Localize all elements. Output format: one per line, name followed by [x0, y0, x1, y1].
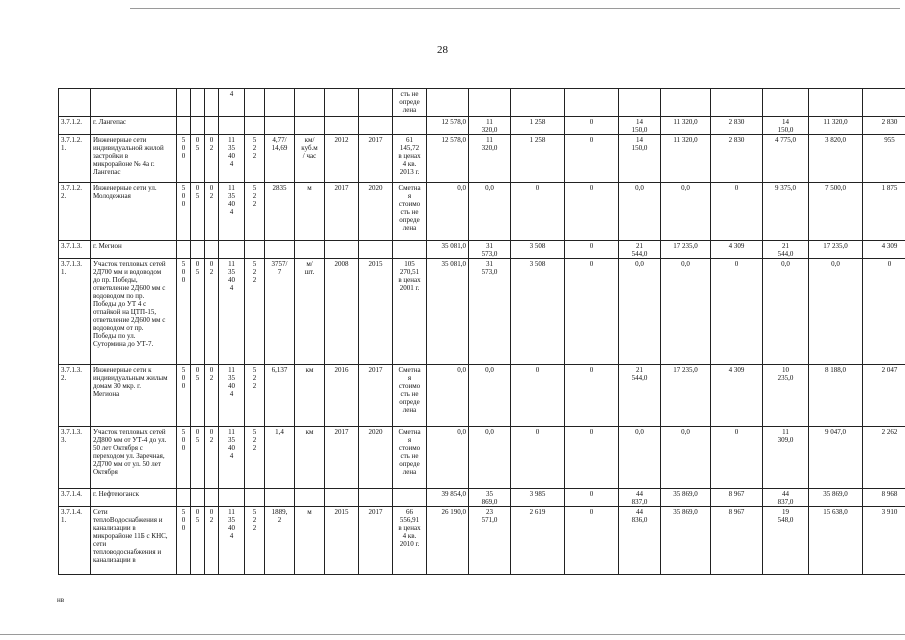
- cell-total: 12 578,0: [427, 117, 469, 135]
- cell-unit: км: [295, 427, 325, 489]
- cell-code: 4: [219, 89, 245, 117]
- cell-value: 21 544,0: [763, 241, 809, 259]
- cell-value: [863, 89, 905, 117]
- cell-value: 2 047: [863, 365, 905, 427]
- table-row: [59, 507, 905, 575]
- cell-total: 26 190,0: [427, 507, 469, 575]
- cell-value: [763, 89, 809, 117]
- cell-name: Сети теплоВодоснабжения и канализации в микрорайоне 11Б с КНС, сети тепловодоснабжения и канализации в: [91, 507, 177, 575]
- cell-year-end: 2020: [359, 427, 393, 489]
- cell-code: 0 5: [191, 259, 205, 365]
- cell-number: 3.7.1.3.: [59, 241, 91, 259]
- cell-value: 11 320,0: [661, 117, 711, 135]
- cell-code: 0 2: [205, 507, 219, 575]
- cell-value: 0: [511, 365, 565, 427]
- cell-capacity: 1,4: [265, 427, 295, 489]
- cell-unit: м/ шт.: [295, 259, 325, 365]
- cell-value: 11 320,0: [469, 135, 511, 183]
- cell-total: 35 081,0: [427, 259, 469, 365]
- cell-value: 0: [565, 489, 619, 507]
- cell-unit: [295, 489, 325, 507]
- cell-year-start: 2015: [325, 507, 359, 575]
- cell-code: 0 2: [205, 365, 219, 427]
- scan-edge-bottom: [0, 634, 905, 635]
- cell-year-end: 2017: [359, 135, 393, 183]
- cell-capacity: 4,77/ 14,69: [265, 135, 295, 183]
- cell-value: 0: [711, 183, 763, 241]
- cell-value: 35 869,0: [661, 507, 711, 575]
- cell-code: 5 0 0: [177, 183, 191, 241]
- cell-value: [711, 89, 763, 117]
- cell-cost: Сметна я стоимо сть не опреде лена: [393, 427, 427, 489]
- cell-value: 955: [863, 135, 905, 183]
- cell-total: 0,0: [427, 427, 469, 489]
- cell-code: [219, 489, 245, 507]
- cell-value: 0,0: [763, 259, 809, 365]
- cell-code: 5 0 0: [177, 135, 191, 183]
- cell-year-start: 2017: [325, 427, 359, 489]
- scan-edge-top: [130, 8, 900, 9]
- cell-cost: 66 556,91 в ценах 4 кв. 2010 г.: [393, 507, 427, 575]
- cell-value: 4 309: [711, 241, 763, 259]
- cell-number: 3.7.1.2.: [59, 117, 91, 135]
- cell-year-end: [359, 117, 393, 135]
- cell-code: [191, 489, 205, 507]
- cell-value: 19 548,0: [763, 507, 809, 575]
- cell-value: 2 830: [711, 135, 763, 183]
- cell-value: [809, 89, 863, 117]
- cell-year-end: [359, 241, 393, 259]
- cell-year-start: 2008: [325, 259, 359, 365]
- cell-value: 2 619: [511, 507, 565, 575]
- cell-capacity: 2835: [265, 183, 295, 241]
- cell-value: 0: [565, 365, 619, 427]
- cell-number: [59, 89, 91, 117]
- cell-cost: Сметна я стоимо сть не опреде лена: [393, 183, 427, 241]
- cell-value: 0,0: [661, 259, 711, 365]
- cell-value: [565, 89, 619, 117]
- cell-code: 5 0 0: [177, 365, 191, 427]
- cell-cost: 61 145,72 в ценах 4 кв. 2013 г.: [393, 135, 427, 183]
- cell-number: 3.7.1.3. 1.: [59, 259, 91, 365]
- cell-year-start: [325, 489, 359, 507]
- cell-value: [469, 89, 511, 117]
- cell-code: [245, 89, 265, 117]
- cell-value: 44 837,0: [619, 489, 661, 507]
- cell-code: 5 2 2: [245, 365, 265, 427]
- cell-value: 21 544,0: [619, 241, 661, 259]
- cell-total: 0,0: [427, 183, 469, 241]
- cell-code: 0 5: [191, 365, 205, 427]
- cell-code: [205, 241, 219, 259]
- page-number: 28: [437, 44, 448, 56]
- cell-value: 0,0: [469, 183, 511, 241]
- cell-value: 0,0: [809, 259, 863, 365]
- cell-code: [205, 117, 219, 135]
- cell-value: 4 775,0: [763, 135, 809, 183]
- cell-total: [427, 89, 469, 117]
- cell-value: 31 573,0: [469, 259, 511, 365]
- cell-unit: км/ куб.м / час: [295, 135, 325, 183]
- cell-name: г. Нефтеюганск: [91, 489, 177, 507]
- cell-code: 5 2 2: [245, 507, 265, 575]
- cell-total: 35 081,0: [427, 241, 469, 259]
- cell-capacity: 6,137: [265, 365, 295, 427]
- cell-cost: Сметна я стоимо сть не опреде лена: [393, 365, 427, 427]
- cell-code: 5 0 0: [177, 259, 191, 365]
- cell-value: 8 968: [863, 489, 905, 507]
- cell-name: г. Лангепас: [91, 117, 177, 135]
- cell-value: 9 047,0: [809, 427, 863, 489]
- cell-value: 2 830: [863, 117, 905, 135]
- cell-code: 5 2 2: [245, 135, 265, 183]
- cell-value: 35 869,0: [809, 489, 863, 507]
- cell-unit: [295, 241, 325, 259]
- cell-name: Инженерные сети индивидуальной жилой застройки в микрорайоне № 4а г. Лангепас: [91, 135, 177, 183]
- cell-code: [205, 489, 219, 507]
- cell-capacity: 3757/ 7: [265, 259, 295, 365]
- cell-code: [177, 117, 191, 135]
- cell-value: 31 573,0: [469, 241, 511, 259]
- cell-value: 44 836,0: [619, 507, 661, 575]
- cell-value: 0,0: [661, 183, 711, 241]
- cell-number: 3.7.1.3. 2.: [59, 365, 91, 427]
- cell-code: 11 35 40 4: [219, 259, 245, 365]
- cell-code: 0 2: [205, 259, 219, 365]
- cell-total: 39 854,0: [427, 489, 469, 507]
- cell-code: 0 2: [205, 183, 219, 241]
- cell-value: 35 869,0: [469, 489, 511, 507]
- cell-code: 11 35 40 4: [219, 365, 245, 427]
- cell-value: 17 235,0: [809, 241, 863, 259]
- cell-value: 17 235,0: [661, 241, 711, 259]
- cell-code: [191, 117, 205, 135]
- cell-value: 3 820,0: [809, 135, 863, 183]
- cell-number: 3.7.1.4.: [59, 489, 91, 507]
- cell-value: 9 375,0: [763, 183, 809, 241]
- cell-value: 0: [565, 135, 619, 183]
- table-row: [59, 117, 905, 135]
- cell-name: г. Мегион: [91, 241, 177, 259]
- cell-code: 0 5: [191, 427, 205, 489]
- cell-value: [619, 89, 661, 117]
- footer-mark: нв: [57, 596, 65, 604]
- cell-value: 3 985: [511, 489, 565, 507]
- cell-code: 11 35 40 4: [219, 183, 245, 241]
- cell-code: [177, 241, 191, 259]
- cell-value: 0: [511, 183, 565, 241]
- table-row: [59, 427, 905, 489]
- cell-unit: км: [295, 365, 325, 427]
- cell-capacity: [265, 89, 295, 117]
- cell-unit: м: [295, 183, 325, 241]
- table-row: [59, 135, 905, 183]
- cell-value: 11 320,0: [469, 117, 511, 135]
- cell-value: [661, 89, 711, 117]
- cell-code: [245, 241, 265, 259]
- cell-value: 0,0: [661, 427, 711, 489]
- cell-code: 11 35 40 4: [219, 427, 245, 489]
- cell-code: [219, 241, 245, 259]
- cell-year-start: 2012: [325, 135, 359, 183]
- cell-value: 0: [711, 259, 763, 365]
- cell-year-end: 2017: [359, 365, 393, 427]
- cell-cost: [393, 117, 427, 135]
- cell-code: [177, 89, 191, 117]
- cell-code: [191, 241, 205, 259]
- cell-value: 0: [863, 259, 905, 365]
- cell-total: 12 578,0: [427, 135, 469, 183]
- cell-year-start: [325, 117, 359, 135]
- cell-code: [245, 489, 265, 507]
- cell-value: 35 869,0: [661, 489, 711, 507]
- cell-year-end: 2020: [359, 183, 393, 241]
- cell-value: 21 544,0: [619, 365, 661, 427]
- cell-value: 15 638,0: [809, 507, 863, 575]
- cell-value: 3 508: [511, 241, 565, 259]
- cell-unit: [295, 117, 325, 135]
- cell-value: 0,0: [619, 427, 661, 489]
- table-row: [59, 365, 905, 427]
- cell-code: 0 2: [205, 135, 219, 183]
- cell-value: 44 837,0: [763, 489, 809, 507]
- cell-value: 17 235,0: [661, 365, 711, 427]
- cell-value: 0: [565, 183, 619, 241]
- cell-value: 0: [565, 117, 619, 135]
- cell-value: 8 967: [711, 489, 763, 507]
- cell-value: 0: [711, 427, 763, 489]
- budget-table: [58, 88, 905, 575]
- cell-code: [219, 117, 245, 135]
- cell-value: 11 320,0: [661, 135, 711, 183]
- cell-code: 0 5: [191, 135, 205, 183]
- cell-value: 0: [565, 427, 619, 489]
- cell-year-end: [359, 489, 393, 507]
- cell-value: 0,0: [619, 259, 661, 365]
- cell-unit: [295, 89, 325, 117]
- cell-code: 0 5: [191, 183, 205, 241]
- cell-value: 2 262: [863, 427, 905, 489]
- cell-code: 5 2 2: [245, 183, 265, 241]
- cell-code: 0 2: [205, 427, 219, 489]
- cell-code: [205, 89, 219, 117]
- cell-code: 11 35 40 4: [219, 507, 245, 575]
- cell-value: 4 309: [863, 241, 905, 259]
- cell-value: 8 188,0: [809, 365, 863, 427]
- table-row: [59, 89, 905, 117]
- cell-year-end: 2015: [359, 259, 393, 365]
- cell-year-end: [359, 89, 393, 117]
- cell-code: 5 2 2: [245, 427, 265, 489]
- cell-value: [511, 89, 565, 117]
- cell-code: 5 2 2: [245, 259, 265, 365]
- table-row: [59, 259, 905, 365]
- cell-value: 7 500,0: [809, 183, 863, 241]
- cell-code: 5 0 0: [177, 507, 191, 575]
- cell-year-start: [325, 89, 359, 117]
- cell-code: 0 5: [191, 507, 205, 575]
- cell-unit: м: [295, 507, 325, 575]
- cell-name: Участок тепловых сетей 2Д800 мм от УТ-4 до ул. 50 лет Октября с переходом ул. Заречная, 2Д700 мм от ул. 50 лет Октября: [91, 427, 177, 489]
- cell-value: 4 309: [711, 365, 763, 427]
- cell-number: 3.7.1.2. 1.: [59, 135, 91, 183]
- cell-value: 3 508: [511, 259, 565, 365]
- cell-code: [191, 89, 205, 117]
- cell-value: 23 571,0: [469, 507, 511, 575]
- cell-cost: [393, 489, 427, 507]
- table-row: [59, 241, 905, 259]
- cell-value: 1 875: [863, 183, 905, 241]
- cell-value: 10 235,0: [763, 365, 809, 427]
- cell-value: 14 150,0: [763, 117, 809, 135]
- cell-number: 3.7.1.2. 2.: [59, 183, 91, 241]
- cell-year-start: 2017: [325, 183, 359, 241]
- cell-value: 8 967: [711, 507, 763, 575]
- cell-value: 0: [565, 507, 619, 575]
- cell-capacity: 1889, 2: [265, 507, 295, 575]
- cell-number: 3.7.1.4. 1.: [59, 507, 91, 575]
- cell-name: Инженерные сети к индивидуальным жилым домам 30 мкр. г. Мегиона: [91, 365, 177, 427]
- cell-code: 5 0 0: [177, 427, 191, 489]
- cell-number: 3.7.1.3. 3.: [59, 427, 91, 489]
- cell-value: 3 910: [863, 507, 905, 575]
- cell-value: 0,0: [619, 183, 661, 241]
- cell-value: 14 150,0: [619, 117, 661, 135]
- cell-code: [177, 489, 191, 507]
- cell-capacity: [265, 117, 295, 135]
- cell-cost: [393, 241, 427, 259]
- cell-name: [91, 89, 177, 117]
- cell-value: 11 320,0: [809, 117, 863, 135]
- cell-name: Инженерные сети ул. Молодежная: [91, 183, 177, 241]
- cell-name: Участок тепловых сетей 2Д700 мм и водоводом до пр. Победы, ответвление 2Д600 мм с водоводом по пр. Победы до УТ 4 с отпайкой на ЦТП-15, ответвление 2Д600 мм с водоводом от пр. Победы по ул. Сутормина до УТ-7.: [91, 259, 177, 365]
- cell-value: 0: [565, 259, 619, 365]
- cell-value: 1 258: [511, 135, 565, 183]
- table-row: [59, 183, 905, 241]
- cell-value: 0,0: [469, 427, 511, 489]
- cell-value: 0,0: [469, 365, 511, 427]
- cell-value: 11 309,0: [763, 427, 809, 489]
- table-row: [59, 489, 905, 507]
- cell-cost: сть не опреде лена: [393, 89, 427, 117]
- cell-code: [245, 117, 265, 135]
- cell-year-end: 2017: [359, 507, 393, 575]
- cell-code: 11 35 40 4: [219, 135, 245, 183]
- cell-total: 0,0: [427, 365, 469, 427]
- cell-capacity: [265, 489, 295, 507]
- cell-value: 0: [511, 427, 565, 489]
- cell-year-start: [325, 241, 359, 259]
- cell-value: 2 830: [711, 117, 763, 135]
- cell-value: 14 150,0: [619, 135, 661, 183]
- cell-value: 0: [565, 241, 619, 259]
- cell-value: 1 258: [511, 117, 565, 135]
- cell-capacity: [265, 241, 295, 259]
- cell-year-start: 2016: [325, 365, 359, 427]
- cell-cost: 105 270,51 в ценах 2001 г.: [393, 259, 427, 365]
